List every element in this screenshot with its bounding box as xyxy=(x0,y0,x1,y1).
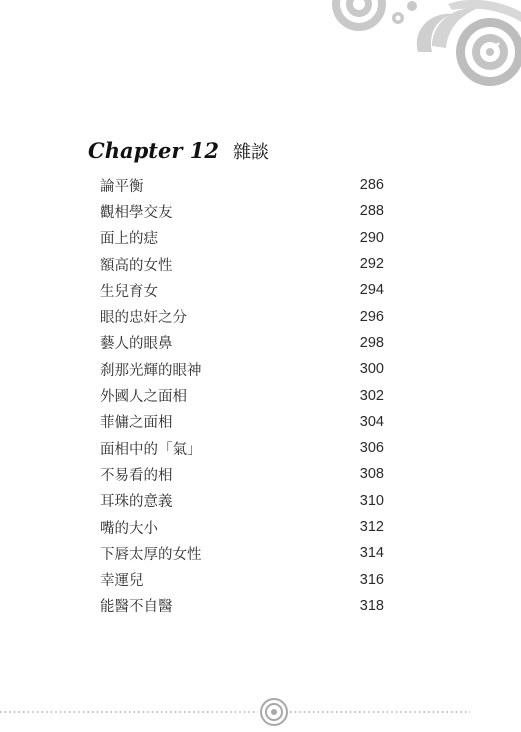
chapter-label: Chapter 12 xyxy=(88,138,219,163)
toc-entry-page: 312 xyxy=(359,519,384,535)
toc-entry-title: 生兒育女 xyxy=(100,283,158,300)
toc-entry[interactable] xyxy=(100,198,384,224)
footer-dotted-rule xyxy=(0,697,521,727)
toc-entry-title: 能醫不自醫 xyxy=(100,599,173,616)
chapter-heading xyxy=(88,138,269,164)
toc-entry-page: 304 xyxy=(359,413,384,430)
toc-entry-page: 308 xyxy=(359,466,384,483)
toc-entry[interactable] xyxy=(100,225,384,251)
toc-entry-title: 不易看的相 xyxy=(100,467,173,484)
toc-entry-page: 300 xyxy=(359,361,384,378)
toc-entry[interactable] xyxy=(100,409,384,435)
toc-entry[interactable] xyxy=(100,251,384,277)
toc-entry-title: 額高的女性 xyxy=(100,257,173,274)
toc-entry[interactable] xyxy=(100,435,384,461)
toc-entry[interactable] xyxy=(100,540,384,566)
toc-entry-title: 面上的痣 xyxy=(100,231,158,248)
toc-entry-page: 302 xyxy=(359,387,384,404)
toc-entry-page: 286 xyxy=(359,177,384,194)
toc-entry-page: 294 xyxy=(359,282,384,299)
toc-entry-page: 318 xyxy=(359,597,384,614)
toc-entry-page: 292 xyxy=(359,256,384,273)
toc-entry[interactable] xyxy=(100,566,384,592)
toc-entry-page: 306 xyxy=(359,440,384,457)
toc-entry-title: 下唇太厚的女性 xyxy=(100,546,202,563)
toc-entry[interactable] xyxy=(100,514,384,540)
toc-entry[interactable] xyxy=(100,593,384,619)
toc-entry-page: 314 xyxy=(359,545,384,562)
toc-entry[interactable] xyxy=(100,356,384,382)
toc-entry[interactable] xyxy=(100,172,384,198)
toc-entry[interactable] xyxy=(100,330,384,356)
toc-entry-title: 幸運兒 xyxy=(100,573,144,590)
footer-ornament-icon xyxy=(261,699,287,725)
toc-entry-title: 藝人的眼鼻 xyxy=(100,336,173,353)
toc-entry-title: 論平衡 xyxy=(100,178,144,195)
chapter-title: 雜談 xyxy=(232,142,269,163)
toc-entry-page: 298 xyxy=(359,334,384,351)
toc-entry-title: 刹那光輝的眼神 xyxy=(100,362,202,379)
toc-entry[interactable] xyxy=(100,488,384,514)
toc-entry-title: 觀相學交友 xyxy=(100,204,173,221)
toc-entry[interactable] xyxy=(100,277,384,303)
toc-entry[interactable] xyxy=(100,303,384,329)
toc-entry-page: 296 xyxy=(359,308,384,325)
toc-entry-title: 菲傭之面相 xyxy=(100,415,173,432)
toc-entry-title: 耳珠的意義 xyxy=(100,494,173,511)
toc-entry[interactable] xyxy=(100,382,384,408)
toc-entry-title: 面相中的「氣」 xyxy=(100,441,202,458)
toc-entry-title: 外國人之面相 xyxy=(100,389,187,406)
toc-entry-page: 310 xyxy=(359,492,384,509)
toc-entry-page: 288 xyxy=(359,203,384,220)
toc-entry-page: 316 xyxy=(359,571,384,588)
toc-entry[interactable] xyxy=(100,461,384,487)
toc-list xyxy=(100,172,384,619)
swirl-ornament xyxy=(0,0,521,100)
toc-entry-title: 眼的忠奸之分 xyxy=(100,310,187,327)
toc-entry-page: 290 xyxy=(359,229,384,246)
toc-entry-title: 嘴的大小 xyxy=(100,520,158,537)
